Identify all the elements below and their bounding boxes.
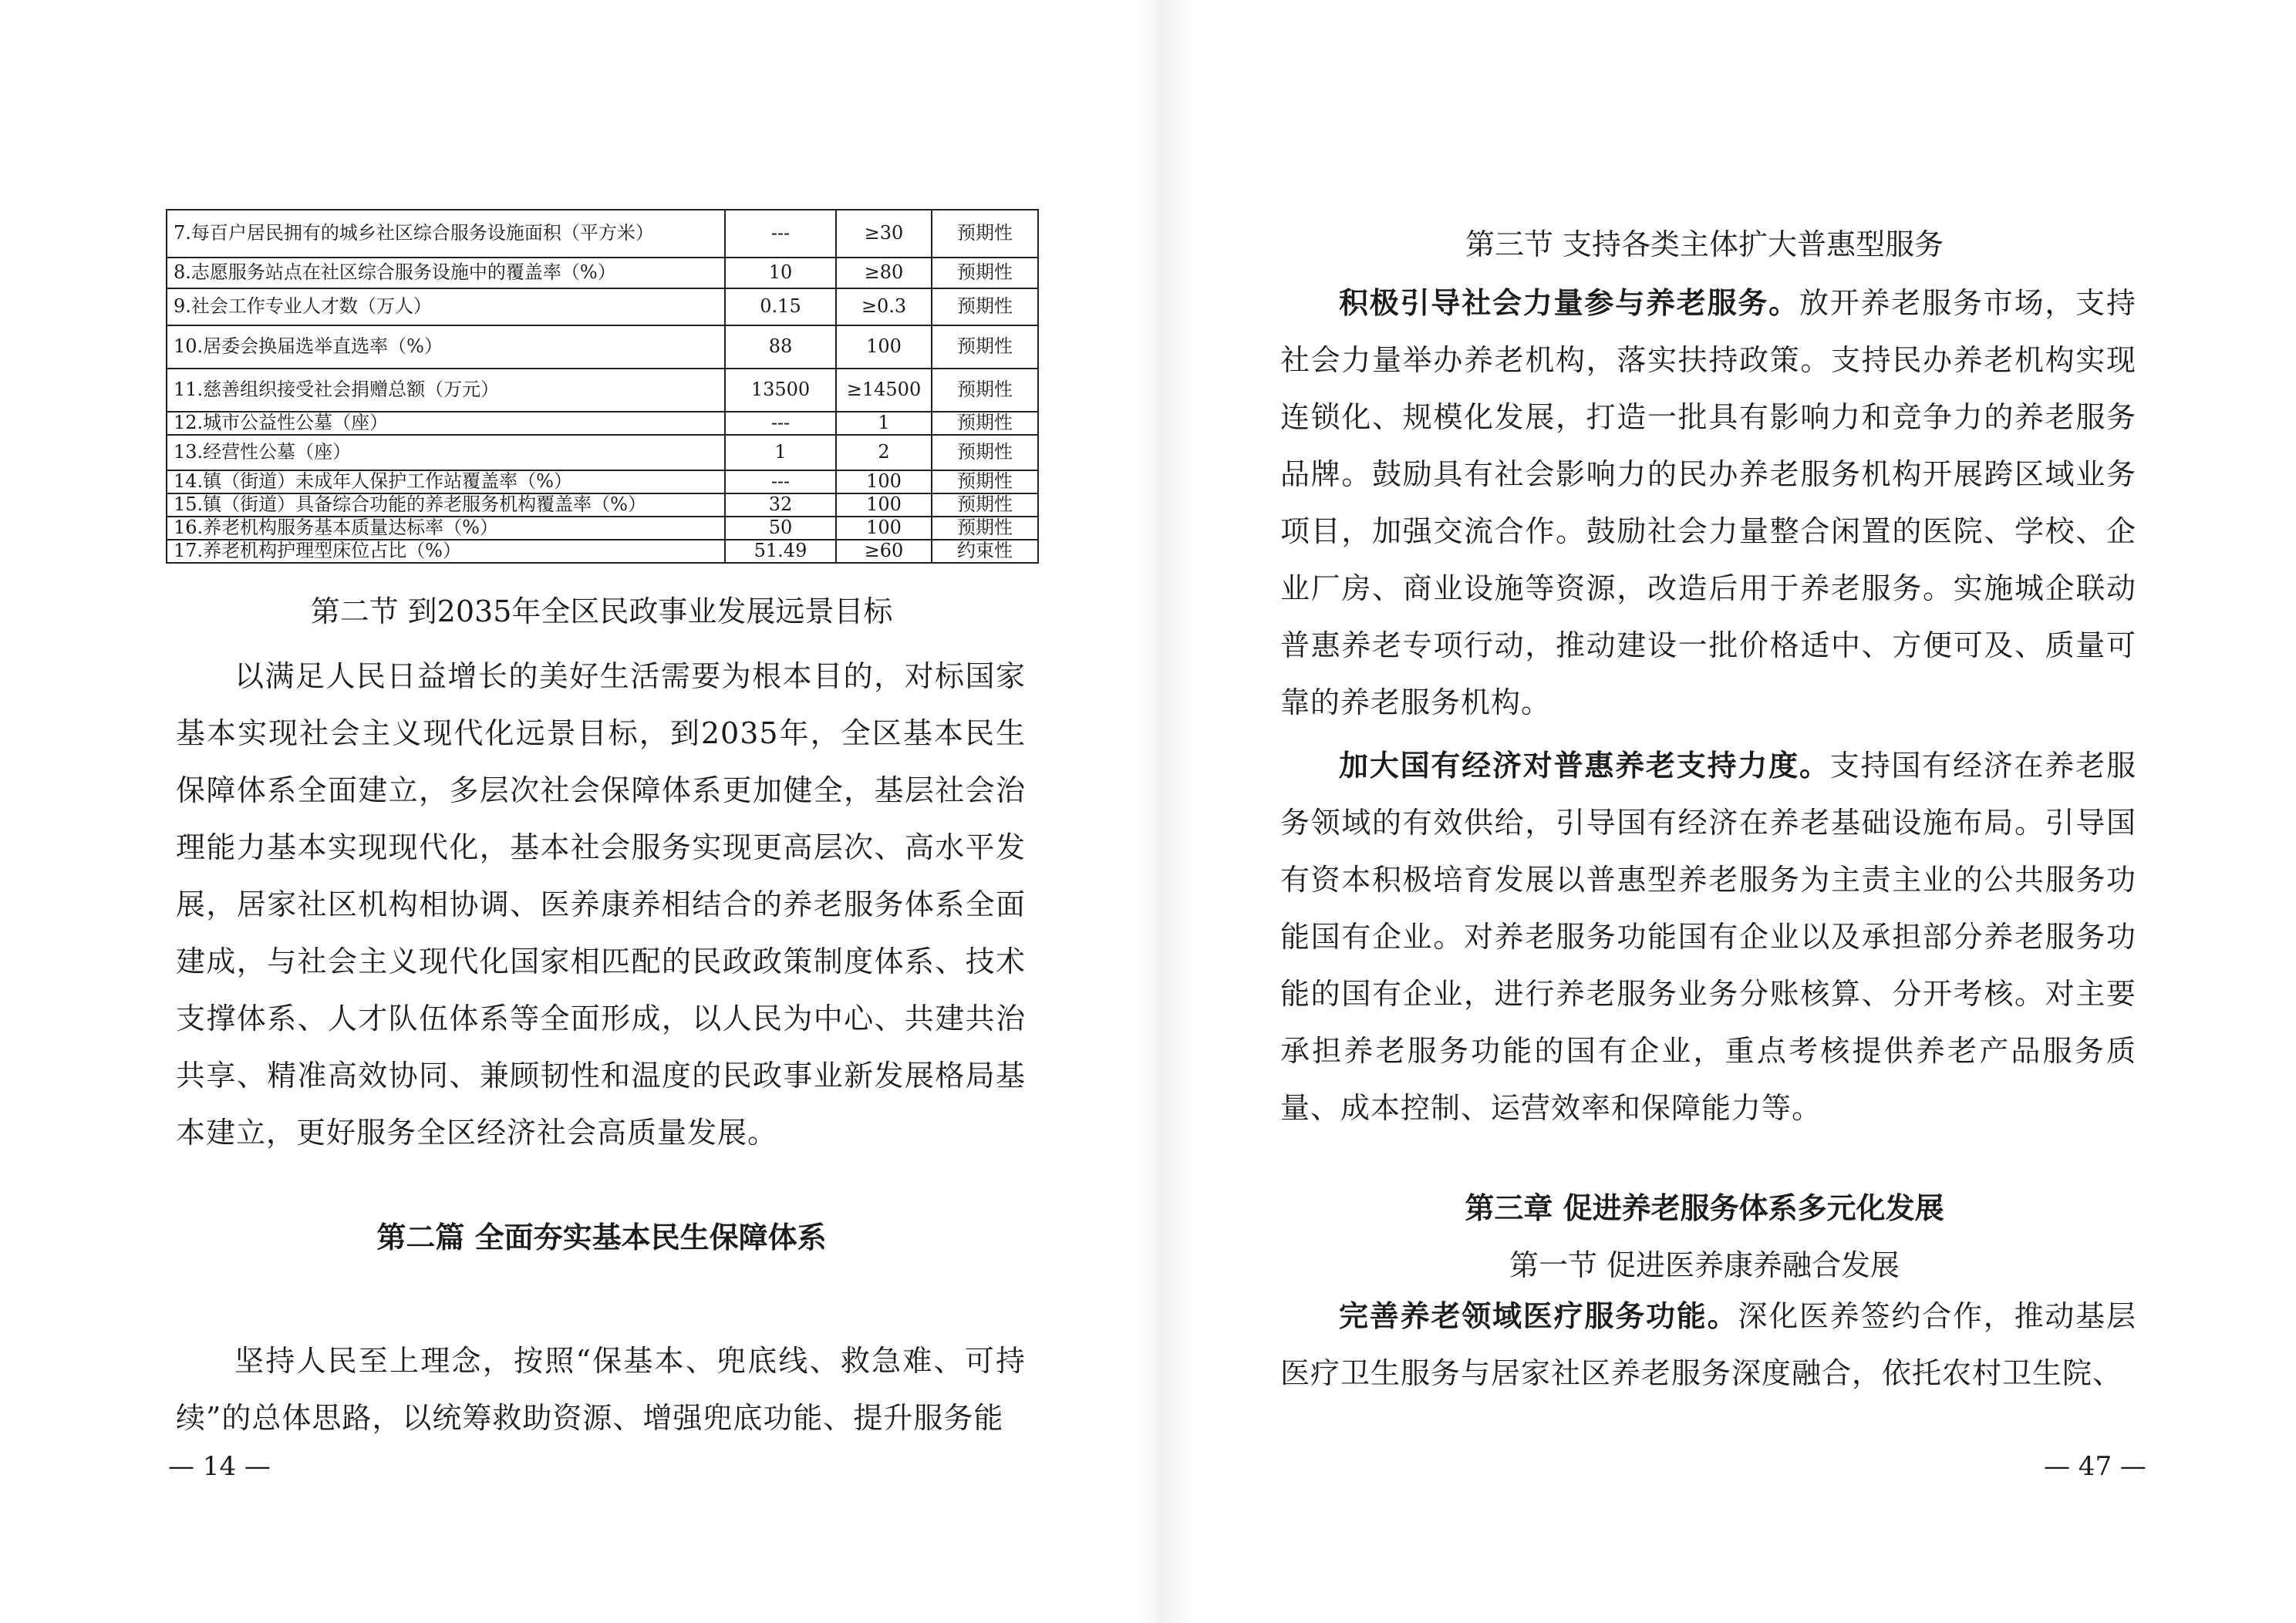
- para-social-forces: [1280, 274, 2136, 731]
- page-number-right: — 47 —: [2044, 1451, 2146, 1482]
- baseline-value-cell: ---: [725, 470, 836, 493]
- table-row: [167, 288, 1038, 325]
- indicator-attribute-cell: 预期性: [932, 210, 1038, 258]
- baseline-value-cell: ---: [725, 210, 836, 258]
- baseline-value-cell: 13500: [725, 369, 836, 412]
- table-row: [167, 470, 1038, 493]
- target-value-cell: 1: [836, 412, 932, 435]
- section2-body: 以满足人民日益增长的美好生活需要为根本目的，对标国家基本实现社会主义现代化远景目标，到2035年，全区基本民生保障体系全面建立，多层次社会保障体系更加健全，基层社会治理能力基本实现现代化，基本社会服务实现更高层次、高水平发展，居家社区机构相协调、医养康养相结合的养老服务体系全面建成，与社会主义现代化国家相匹配的民政政策制度体系、技术支撑体系、人才队伍体系等全面形成，以人民为中心、共建共治共享、精准高效协同、兼顾韧性和温度的民政事业新发展格局基本建立，更好服务全区经济社会高质量发展。: [176, 659, 1026, 1150]
- table-row: [167, 325, 1038, 369]
- baseline-value-cell: 10: [725, 258, 836, 288]
- indicator-attribute-cell: 预期性: [932, 369, 1038, 412]
- indicator-attribute-cell: 预期性: [932, 493, 1038, 517]
- target-value-cell: ≥80: [836, 258, 932, 288]
- baseline-value-cell: 88: [725, 325, 836, 369]
- indicator-attribute-cell: 预期性: [932, 435, 1038, 470]
- target-value-cell: 100: [836, 517, 932, 540]
- indicator-name-cell: 7.每百户居民拥有的城乡社区综合服务设施面积（平方米）: [167, 210, 725, 258]
- baseline-value-cell: 51.49: [725, 540, 836, 563]
- table-row: [167, 540, 1038, 563]
- para-state-economy: [1280, 737, 2136, 1136]
- table-row: [167, 493, 1038, 517]
- indicator-name-cell: 13.经营性公墓（座）: [167, 435, 725, 470]
- baseline-value-cell: ---: [725, 412, 836, 435]
- indicator-name-cell: 9.社会工作专业人才数（万人）: [167, 288, 725, 325]
- indicator-attribute-cell: 约束性: [932, 540, 1038, 563]
- target-value-cell: ≥14500: [836, 369, 932, 412]
- table-row: [167, 258, 1038, 288]
- para1-lead: 积极引导社会力量参与养老服务。: [1339, 285, 1799, 320]
- page-gutter: [1134, 0, 1195, 1623]
- indicator-attribute-cell: 预期性: [932, 288, 1038, 325]
- part2-body: 坚持人民至上理念，按照“保基本、兜底线、救急难、可持续”的总体思路，以统筹救助资源、增强兜底功能、提升服务能: [176, 1344, 1026, 1435]
- baseline-value-cell: 1: [725, 435, 836, 470]
- target-value-cell: ≥60: [836, 540, 932, 563]
- indicator-name-cell: 8.志愿服务站点在社区综合服务设施中的覆盖率（%）: [167, 258, 725, 288]
- target-value-cell: 100: [836, 493, 932, 517]
- baseline-value-cell: 0.15: [725, 288, 836, 325]
- indicator-attribute-cell: 预期性: [932, 470, 1038, 493]
- section3-title: 第三节 支持各类主体扩大普惠型服务: [1465, 227, 1944, 261]
- para3-lead: 完善养老领域医疗服务功能。: [1339, 1298, 1738, 1333]
- indicator-attribute-cell: 预期性: [932, 258, 1038, 288]
- indicator-table: [166, 209, 1039, 564]
- table-row: [167, 517, 1038, 540]
- table-row: [167, 369, 1038, 412]
- indicator-name-cell: 14.镇（街道）未成年人保护工作站覆盖率（%）: [167, 470, 725, 493]
- left-page: [0, 0, 1134, 1623]
- indicator-name-cell: 10.居委会换届选举直选率（%）: [167, 325, 725, 369]
- table-row: [167, 435, 1038, 470]
- target-value-cell: ≥0.3: [836, 288, 932, 325]
- target-value-cell: 2: [836, 435, 932, 470]
- indicator-name-cell: 17.养老机构护理型床位占比（%）: [167, 540, 725, 563]
- table-row: [167, 210, 1038, 258]
- table-row: [167, 412, 1038, 435]
- para2-lead: 加大国有经济对普惠养老支持力度。: [1339, 748, 1830, 783]
- target-value-cell: 100: [836, 325, 932, 369]
- section2-title: 第二节 到2035年全区民政事业发展远景目标: [310, 594, 893, 628]
- chapter3-section1-title: 第一节 促进医养康养融合发展: [1509, 1248, 1900, 1282]
- indicator-name-cell: 15.镇（街道）具备综合功能的养老服务机构覆盖率（%）: [167, 493, 725, 517]
- para2-rest: 支持国有经济在养老服务领域的有效供给，引导国有经济在养老基础设施布局。引导国有资本积极培育发展以普惠型养老服务为主责主业的公共服务功能国有企业。对养老服务功能国有企业以及承担部分养老服务功能的国有企业，进行养老服务业务分账核算、分开考核。对主要承担养老服务功能的国有企业，重点考核提供养老产品服务质量、成本控制、运营效率和保障能力等。: [1280, 749, 2136, 1125]
- indicator-attribute-cell: 预期性: [932, 412, 1038, 435]
- right-page: [1195, 0, 2296, 1623]
- baseline-value-cell: 50: [725, 517, 836, 540]
- target-value-cell: 100: [836, 470, 932, 493]
- para1-rest: 放开养老服务市场，支持社会力量举办养老机构，落实扶持政策。支持民办养老机构实现连锁化、规模化发展，打造一批具有影响力和竞争力的养老服务品牌。鼓励具有社会影响力的民办养老服务机构开展跨区域业务项目，加强交流合作。鼓励社会力量整合闲置的医院、学校、企业厂房、商业设施等资源，改造后用于养老服务。实施城企联动普惠养老专项行动，推动建设一批价格适中、方便可及、质量可靠的养老服务机构。: [1280, 286, 2136, 719]
- para-medical-service: [1280, 1288, 2136, 1402]
- part2-title: 第二篇 全面夯实基本民生保障体系: [376, 1220, 827, 1254]
- para3-rest: 深化医养签约合作，推动基层医疗卫生服务与居家社区养老服务深度融合，依托农村卫生院、: [1280, 1299, 2136, 1390]
- indicator-attribute-cell: 预期性: [932, 325, 1038, 369]
- indicator-name-cell: 11.慈善组织接受社会捐赠总额（万元）: [167, 369, 725, 412]
- chapter3-title: 第三章 促进养老服务体系多元化发展: [1465, 1190, 1944, 1225]
- indicator-name-cell: 12.城市公益性公墓（座）: [167, 412, 725, 435]
- target-value-cell: ≥30: [836, 210, 932, 258]
- indicator-attribute-cell: 预期性: [932, 517, 1038, 540]
- baseline-value-cell: 32: [725, 493, 836, 517]
- indicator-name-cell: 16.养老机构服务基本质量达标率（%）: [167, 517, 725, 540]
- page-number-left: — 14 —: [168, 1451, 271, 1482]
